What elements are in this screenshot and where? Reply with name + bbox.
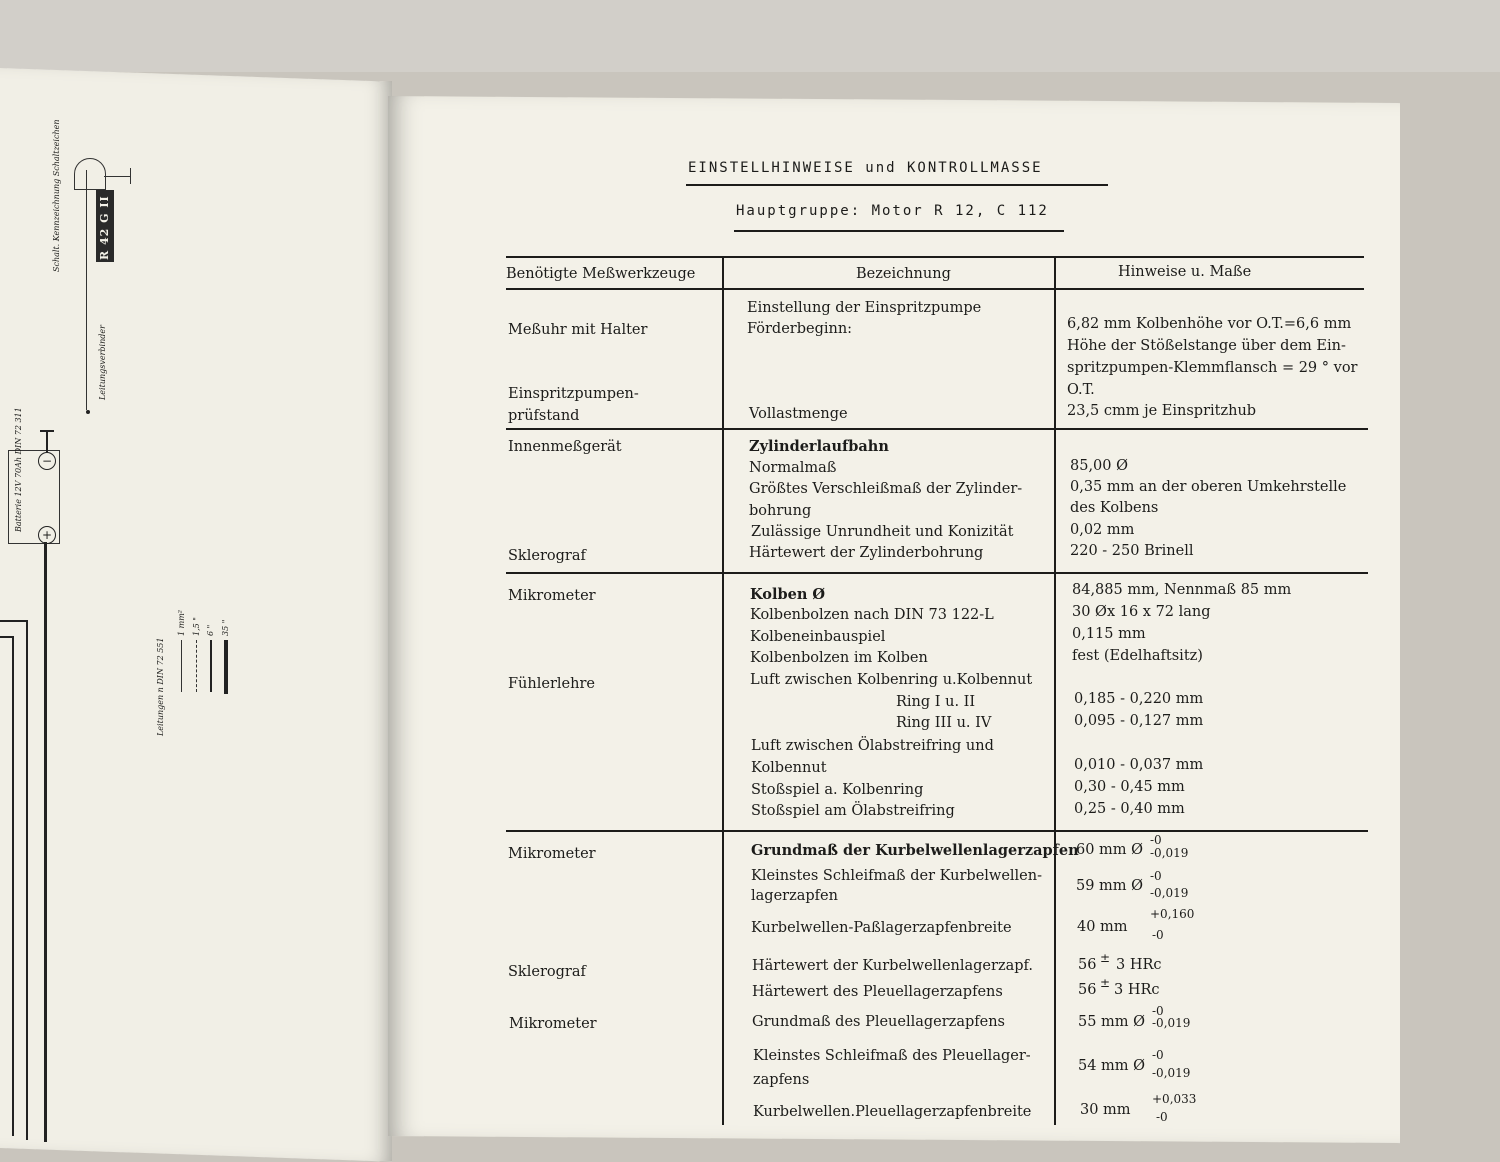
switch-symbol-icon [74, 158, 106, 190]
table-rule [506, 428, 1368, 430]
diagram-stamp-text: R 42 G II [98, 195, 111, 260]
note-cell: 84,885 mm, Nennmaß 85 mm [1072, 582, 1292, 598]
table-column-divider [1054, 257, 1056, 1125]
tolerance-upper: -0 [1150, 869, 1162, 883]
note-cell: 0,115 mm [1072, 626, 1146, 642]
connector-dot [86, 410, 90, 414]
item-cell: bohrung [749, 503, 812, 519]
item-cell: Einstellung der Einspritzpumpe [747, 300, 982, 316]
note-cell: 30 mm [1080, 1102, 1131, 1118]
item-cell: Kolben Ø [750, 586, 826, 603]
diagram-wire [0, 620, 26, 622]
wire-legend-label: 1,5 " [192, 617, 201, 636]
tolerance-upper: -0 [1152, 1048, 1164, 1062]
diagram-wire [46, 430, 48, 452]
tolerance-lower: -0,019 [1150, 886, 1189, 900]
item-cell: Zulässige Unrundheit und Konizität [751, 524, 1014, 540]
note-cell: 54 mm Ø [1078, 1058, 1146, 1074]
item-cell: Grundmaß des Pleuellagerzapfens [752, 1014, 1005, 1030]
diagram-wire [26, 620, 28, 1140]
tool-cell: Mikrometer [508, 588, 596, 604]
tolerance-lower: -0,019 [1152, 1016, 1191, 1030]
item-cell: Kurbelwellen-Paßlagerzapfenbreite [751, 920, 1012, 936]
note-cell: 30 Øx 16 x 72 lang [1072, 604, 1211, 620]
item-cell: Kleinstes Schleifmaß der Kurbelwellen- [751, 868, 1043, 884]
page-title: EINSTELLHINWEISE und KONTROLLMASSE [688, 160, 1043, 176]
item-cell: Größtes Verschleißmaß der Zylinder- [749, 481, 1023, 497]
battery-cable [44, 542, 47, 1142]
note-cell: 0,02 mm [1070, 522, 1135, 538]
diagram-wire [104, 176, 130, 177]
item-cell: Kolbenbolzen im Kolben [750, 650, 928, 666]
item-cell: Grundmaß der Kurbelwellenlagerzapfen [751, 842, 1079, 859]
tolerance-upper: -0 [1150, 833, 1162, 847]
wire-legend-label: 35 " [221, 619, 230, 636]
item-cell: Ring I u. II [896, 694, 976, 710]
diagram-wire [86, 170, 87, 410]
column-header: Benötigte Meßwerkzeuge [506, 266, 696, 282]
wire-legend-label: 1 mm² [177, 609, 186, 636]
tool-cell: Einspritzpumpen- [508, 386, 639, 402]
diagram-wire [0, 636, 12, 638]
tolerance-upper: -0 [1152, 1004, 1164, 1018]
item-cell: Stoßspiel a. Kolbenring [751, 782, 924, 798]
item-cell: Ring III u. IV [896, 715, 992, 731]
tolerance-lower: -0 [1156, 1110, 1168, 1124]
minus-terminal-icon: − [38, 452, 56, 470]
item-cell: Kolbeneinbauspiel [750, 629, 886, 645]
note-cell: 3 HRc [1116, 957, 1162, 973]
note-cell: 56 [1078, 982, 1097, 998]
diagram-wire [12, 636, 14, 1136]
tool-cell: Fühlerlehre [508, 676, 595, 692]
item-cell: Härtewert des Pleuellagerzapfens [752, 984, 1003, 1000]
note-cell: 220 - 250 Brinell [1070, 543, 1194, 559]
note-cell: 0,35 mm an der oberen Umkehrstelle [1070, 479, 1347, 495]
tool-cell: Sklerograf [508, 548, 586, 564]
note-cell: Höhe der Stößelstange über dem Ein- [1067, 338, 1346, 354]
diagram-wire [130, 168, 131, 184]
note-cell: 0,30 - 0,45 mm [1074, 779, 1185, 795]
battery-label: Batterie 12V 70Ah DIN 72 311 [14, 407, 23, 532]
wire-sample-4 [224, 640, 228, 694]
item-cell: Kolbenbolzen nach DIN 73 122-L [750, 607, 994, 623]
plus-minus-sign: ± [1100, 951, 1111, 965]
item-cell: zapfens [753, 1072, 810, 1088]
note-cell: O.T. [1067, 382, 1095, 398]
note-cell: fest (Edelhaftsitz) [1072, 648, 1203, 664]
background [0, 0, 1500, 72]
tool-cell: Meßuhr mit Halter [508, 322, 648, 338]
diagram-label: Schalt. Kennzeichnung Schaltzeichen [52, 119, 61, 272]
tolerance-upper: +0,160 [1150, 907, 1195, 921]
note-cell: 23,5 cmm je Einspritzhub [1067, 403, 1257, 419]
item-cell: lagerzapfen [751, 888, 838, 904]
item-cell: Kurbelwellen.Pleuellagerzapfenbreite [753, 1104, 1032, 1120]
table-rule [506, 572, 1368, 574]
table-rule [506, 256, 1364, 258]
note-cell: 85,00 Ø [1070, 458, 1129, 474]
table-rule [506, 830, 1368, 832]
note-cell: 0,25 - 0,40 mm [1074, 801, 1185, 817]
wire-legend-label: 6 " [206, 624, 215, 636]
tolerance-lower: -0,019 [1152, 1066, 1191, 1080]
diagram-label: Leitungsverbinder [98, 325, 107, 400]
note-cell: spritzpumpen-Klemmflansch = 29 ° vor [1067, 360, 1358, 376]
item-cell: Luft zwischen Kolbenring u.Kolbennut [750, 672, 1033, 688]
note-cell: 6,82 mm Kolbenhöhe vor O.T.=6,6 mm [1067, 316, 1352, 332]
tool-cell: Mikrometer [508, 846, 596, 862]
wire-legend-title: Leitungen n DIN 72 551 [156, 637, 165, 736]
tool-cell: Mikrometer [509, 1016, 597, 1032]
item-cell: Kleinstes Schleifmaß des Pleuellager- [753, 1048, 1031, 1064]
item-cell: Luft zwischen Ölabstreifring und [751, 738, 994, 754]
column-header: Bezeichnung [856, 266, 951, 282]
item-cell: Vollastmenge [749, 406, 848, 422]
column-header: Hinweise u. Maße [1118, 264, 1252, 280]
item-cell: Kolbennut [751, 760, 827, 776]
item-cell: Stoßspiel am Ölabstreifring [751, 803, 955, 819]
note-cell: 60 mm Ø [1076, 842, 1144, 858]
note-cell: 0,010 - 0,037 mm [1074, 757, 1204, 773]
title-underline [686, 184, 1108, 186]
note-cell: 3 HRc [1114, 982, 1160, 998]
tolerance-lower: -0,019 [1150, 846, 1189, 860]
table-rule [506, 288, 1364, 290]
tool-cell: Innenmeßgerät [508, 439, 622, 455]
item-cell: Normalmaß [749, 460, 837, 476]
tolerance-lower: -0 [1152, 928, 1164, 942]
tool-cell: Sklerograf [508, 964, 586, 980]
note-cell: 55 mm Ø [1078, 1014, 1146, 1030]
page-subtitle: Hauptgruppe: Motor R 12, C 112 [736, 203, 1049, 219]
tolerance-upper: +0,033 [1152, 1092, 1197, 1106]
note-cell: 40 mm [1077, 919, 1128, 935]
note-cell: 0,095 - 0,127 mm [1074, 713, 1204, 729]
note-cell: 56 [1078, 957, 1097, 973]
subtitle-underline [734, 230, 1064, 232]
wire-sample-3 [210, 640, 212, 692]
plus-minus-sign: ± [1100, 976, 1111, 990]
item-cell: Härtewert der Zylinderbohrung [749, 545, 984, 561]
note-cell: 59 mm Ø [1076, 878, 1144, 894]
note-cell: des Kolbens [1070, 500, 1159, 516]
plus-terminal-icon: + [38, 526, 56, 544]
wire-sample-1 [181, 640, 182, 692]
tool-cell: prüfstand [508, 408, 580, 424]
wire-sample-2 [196, 640, 197, 692]
item-cell: Härtewert der Kurbelwellenlagerzapf. [752, 958, 1033, 974]
item-cell: Förderbeginn: [747, 321, 853, 337]
table-column-divider [722, 257, 724, 1125]
note-cell: 0,185 - 0,220 mm [1074, 691, 1204, 707]
item-cell: Zylinderlaufbahn [749, 438, 889, 455]
